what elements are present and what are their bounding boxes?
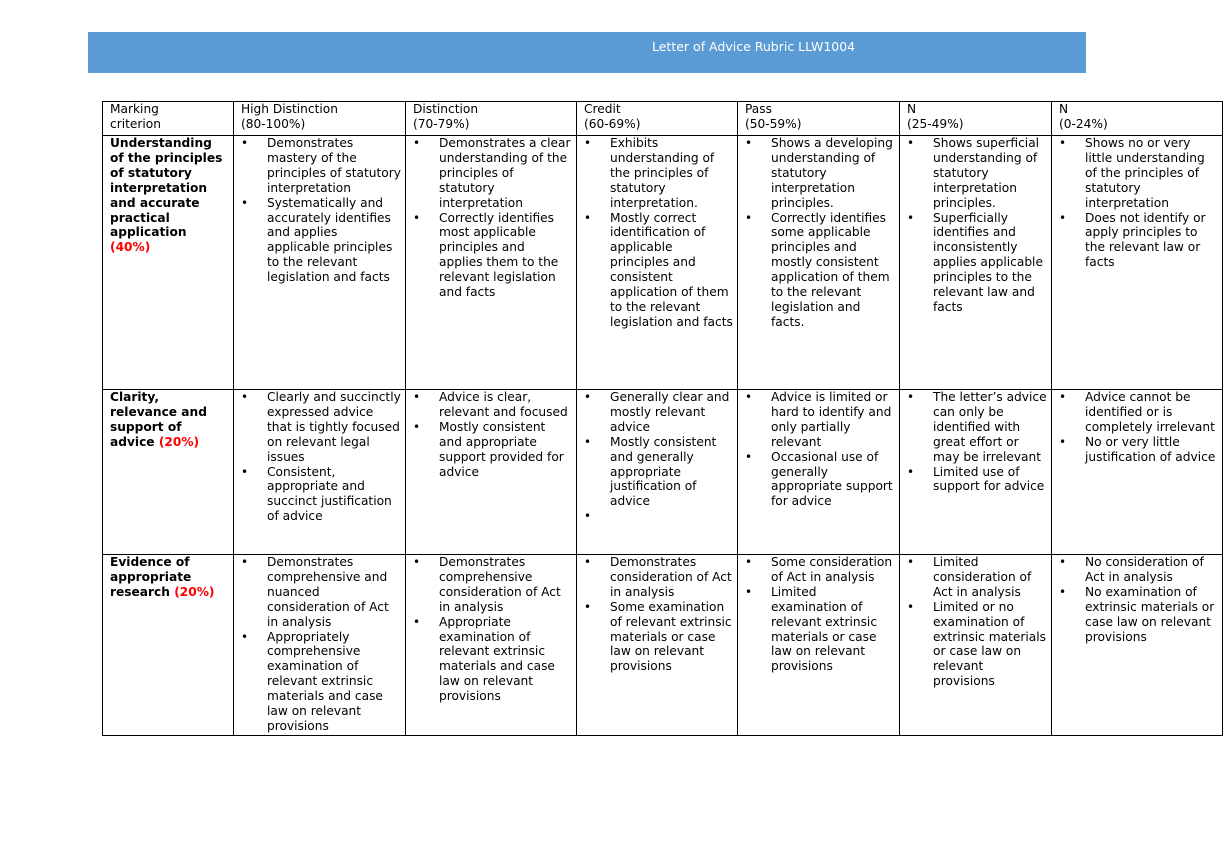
list-item <box>413 555 572 615</box>
descriptor-text: No examination of extrinsic materials or case law on relevant provisions <box>1085 584 1215 644</box>
bullet-icon: • <box>745 210 753 225</box>
list-item <box>241 465 401 525</box>
list-item <box>241 630 401 734</box>
table-header-row <box>103 102 1223 136</box>
table-row <box>103 390 1223 555</box>
descriptor-text: Demonstrates comprehensive and nuanced consideration of Act in analysis <box>267 555 389 629</box>
descriptor-text: Shows a developing understanding of statutory interpretation principles. <box>771 136 893 210</box>
header-cell-n-upper: N (25-49%) <box>900 102 1052 136</box>
descriptor-text: Demonstrates a clear understanding of the principles of statutory interpretation <box>439 136 571 210</box>
list-item <box>1059 136 1218 211</box>
list-item <box>1059 390 1218 435</box>
list-item <box>241 136 401 196</box>
bullet-icon: • <box>241 136 249 150</box>
descriptor-text: Appropriate examination of relevant extrinsic materials and case law on relevant provisions <box>439 614 555 704</box>
bullet-icon: • <box>413 419 421 434</box>
criterion-cell <box>103 555 234 736</box>
bullet-icon: • <box>745 390 753 404</box>
descriptor-text: Occasional use of generally appropriate support for advice <box>771 449 893 509</box>
descriptor-cell <box>900 136 1052 390</box>
descriptor-text: Limited or no examination of extrinsic materials or case law on relevant provisions <box>933 599 1046 689</box>
criterion-cell <box>103 390 234 555</box>
descriptor-text: No consideration of Act in analysis <box>1085 555 1204 584</box>
descriptor-cell <box>1052 555 1223 736</box>
bullet-icon: • <box>907 210 915 225</box>
descriptor-text: Consistent, appropriate and succinct justification of advice <box>267 464 392 524</box>
criterion-name: Evidence of appropriate research <box>110 555 192 599</box>
descriptor-list <box>584 136 733 330</box>
descriptor-text: Some examination of relevant extrinsic materials or case law on relevant provisions <box>610 599 732 674</box>
criterion-cell <box>103 136 234 390</box>
bullet-icon: • <box>584 599 592 614</box>
list-item <box>907 390 1047 465</box>
descriptor-text: The letter’s advice can only be identified with great effort or may be irrelevant <box>933 390 1047 464</box>
list-item <box>413 420 572 480</box>
descriptor-text: Superficially identifies and inconsistently applies applicable principles to the relevant law and facts <box>933 210 1043 314</box>
bullet-icon: • <box>584 390 592 404</box>
list-item <box>413 136 572 211</box>
list-item <box>907 136 1047 211</box>
list-item <box>745 585 895 674</box>
bullet-icon: • <box>584 509 592 524</box>
header-cell-criterion: Marking criterion <box>103 102 234 136</box>
header-cell-high-distinction: High Distinction (80-100%) <box>234 102 406 136</box>
descriptor-text: Shows no or very little understanding of the principles of statutory interpretation <box>1085 136 1205 210</box>
descriptor-list <box>584 390 733 524</box>
bullet-icon: • <box>413 614 421 629</box>
bullet-icon: • <box>1059 136 1067 150</box>
descriptor-text: Exhibits understanding of the principles of statutory interpretation. <box>610 136 715 210</box>
list-item <box>1059 555 1218 585</box>
criterion-weight: (20%) <box>174 584 215 599</box>
bullet-icon: • <box>241 629 249 644</box>
bullet-icon: • <box>413 136 421 150</box>
descriptor-cell <box>577 555 738 736</box>
descriptor-cell <box>738 136 900 390</box>
descriptor-cell <box>577 136 738 390</box>
descriptor-cell <box>234 136 406 390</box>
list-item <box>241 196 401 285</box>
header-banner <box>88 32 1086 73</box>
bullet-icon: • <box>1059 210 1067 225</box>
descriptor-text: Correctly identifies most applicable principles and applies them to the relevant legislation and facts <box>439 210 559 300</box>
descriptor-text: Advice is limited or hard to identify and only partially relevant <box>771 390 892 449</box>
descriptor-cell <box>406 136 577 390</box>
descriptor-text: Some consideration of Act in analysis <box>771 555 893 584</box>
list-item <box>584 600 733 675</box>
descriptor-list <box>413 390 572 479</box>
list-item <box>241 555 401 630</box>
list-item <box>745 136 895 211</box>
descriptor-list <box>1059 136 1218 270</box>
descriptor-list <box>745 555 895 674</box>
descriptor-cell <box>738 390 900 555</box>
descriptor-list <box>241 136 401 285</box>
descriptor-text: Advice is clear, relevant and focused <box>439 390 568 419</box>
list-item <box>241 390 401 465</box>
bullet-icon: • <box>413 210 421 225</box>
bullet-icon: • <box>907 555 915 569</box>
descriptor-text: Demonstrates comprehensive consideration of Act in analysis <box>439 555 561 614</box>
descriptor-text: Limited examination of relevant extrinsic materials or case law on relevant provisions <box>771 584 878 674</box>
descriptor-list <box>241 390 401 524</box>
list-item <box>413 211 572 300</box>
list-item <box>907 555 1047 600</box>
criterion-weight: (40%) <box>110 240 151 255</box>
header-cell-distinction: Distinction (70-79%) <box>406 102 577 136</box>
bullet-icon: • <box>907 464 915 479</box>
bullet-icon: • <box>584 555 592 569</box>
descriptor-text: Mostly correct identification of applicable principles and consistent application of them to the relevant legislation and facts <box>610 210 733 329</box>
descriptor-text: Mostly consistent and generally appropriate justification of advice <box>610 434 717 509</box>
list-item <box>907 600 1047 689</box>
bullet-icon: • <box>413 390 421 404</box>
list-item <box>1059 435 1218 465</box>
list-item <box>745 555 895 585</box>
list-item <box>745 390 895 450</box>
list-item <box>907 211 1047 315</box>
bullet-icon: • <box>241 195 249 210</box>
bullet-icon: • <box>907 390 915 404</box>
list-item <box>907 465 1047 495</box>
descriptor-cell <box>234 555 406 736</box>
table-row <box>103 136 1223 390</box>
list-item <box>584 435 733 510</box>
descriptor-cell <box>577 390 738 555</box>
descriptor-list <box>907 390 1047 494</box>
descriptor-cell <box>234 390 406 555</box>
descriptor-list <box>413 555 572 704</box>
descriptor-list <box>745 136 895 330</box>
descriptor-cell <box>900 390 1052 555</box>
bullet-icon: • <box>584 434 592 449</box>
criterion-name: Understanding of the principles of statutory interpretation and accurate practical application <box>110 136 223 240</box>
descriptor-text: Appropriately comprehensive examination of relevant extrinsic materials and case law on relevant provisions <box>267 629 383 733</box>
descriptor-list <box>1059 555 1218 644</box>
descriptor-text: Limited use of support for advice <box>933 464 1045 494</box>
bullet-icon: • <box>1059 584 1067 599</box>
descriptor-text: Demonstrates consideration of Act in analysis <box>610 555 732 599</box>
bullet-icon: • <box>241 464 249 479</box>
descriptor-text: Clearly and succinctly expressed advice that is tightly focused on relevant legal issues <box>267 390 401 464</box>
descriptor-cell <box>900 555 1052 736</box>
descriptor-text: Generally clear and mostly relevant advice <box>610 390 730 434</box>
descriptor-text: Advice cannot be identified or is completely irrelevant <box>1085 390 1215 434</box>
descriptor-text: No or very little justification of advice <box>1085 434 1216 464</box>
list-item <box>413 615 572 704</box>
bullet-icon: • <box>907 599 915 614</box>
header-cell-pass: Pass (50-59%) <box>738 102 900 136</box>
list-item <box>745 450 895 510</box>
bullet-icon: • <box>1059 390 1067 404</box>
descriptor-text: Demonstrates mastery of the principles of statutory interpretation <box>267 136 401 195</box>
descriptor-list <box>584 555 733 674</box>
descriptor-list <box>907 136 1047 315</box>
rubric-table <box>102 101 1223 736</box>
list-item <box>1059 211 1218 271</box>
descriptor-text: Systematically and accurately identifies and applies applicable principles to the relevant legislation and facts <box>267 195 393 285</box>
descriptor-cell <box>1052 390 1223 555</box>
criterion-name: Clarity, relevance and support of advice <box>110 390 207 449</box>
header-cell-credit: Credit (60-69%) <box>577 102 738 136</box>
descriptor-list <box>241 555 401 734</box>
list-item <box>584 390 733 435</box>
descriptor-list <box>1059 390 1218 465</box>
descriptor-cell <box>406 390 577 555</box>
descriptor-text: Mostly consistent and appropriate support provided for advice <box>439 419 564 479</box>
bullet-icon: • <box>241 555 249 569</box>
list-item <box>413 390 572 420</box>
descriptor-cell <box>1052 136 1223 390</box>
bullet-icon: • <box>1059 555 1067 569</box>
list-item <box>584 211 733 330</box>
bullet-icon: • <box>745 449 753 464</box>
bullet-icon: • <box>584 136 592 150</box>
descriptor-text: Limited consideration of Act in analysis <box>933 555 1032 599</box>
document-title: Letter of Advice Rubric LLW1004 <box>652 39 856 54</box>
bullet-icon: • <box>584 210 592 225</box>
bullet-icon: • <box>745 555 753 569</box>
bullet-icon: • <box>241 390 249 404</box>
descriptor-cell <box>738 555 900 736</box>
bullet-icon: • <box>907 136 915 150</box>
descriptor-cell <box>406 555 577 736</box>
descriptor-list <box>745 390 895 509</box>
criterion-weight: (20%) <box>158 434 200 449</box>
table-row <box>103 555 1223 736</box>
list-item <box>584 136 733 211</box>
bullet-icon: • <box>1059 434 1067 449</box>
descriptor-text: Does not identify or apply principles to the relevant law or facts <box>1085 210 1206 270</box>
bullet-icon: • <box>745 136 753 150</box>
bullet-icon: • <box>745 584 753 599</box>
list-item <box>745 211 895 330</box>
descriptor-list <box>907 555 1047 689</box>
descriptor-list <box>413 136 572 300</box>
descriptor-text: Shows superficial understanding of statutory interpretation principles. <box>933 136 1040 210</box>
list-item <box>1059 585 1218 645</box>
descriptor-text: Correctly identifies some applicable principles and mostly consistent application of them to the relevant legislation and facts. <box>771 210 890 329</box>
list-item <box>584 555 733 600</box>
bullet-icon: • <box>413 555 421 569</box>
list-item <box>584 509 733 524</box>
header-cell-n-lower: N (0-24%) <box>1052 102 1223 136</box>
